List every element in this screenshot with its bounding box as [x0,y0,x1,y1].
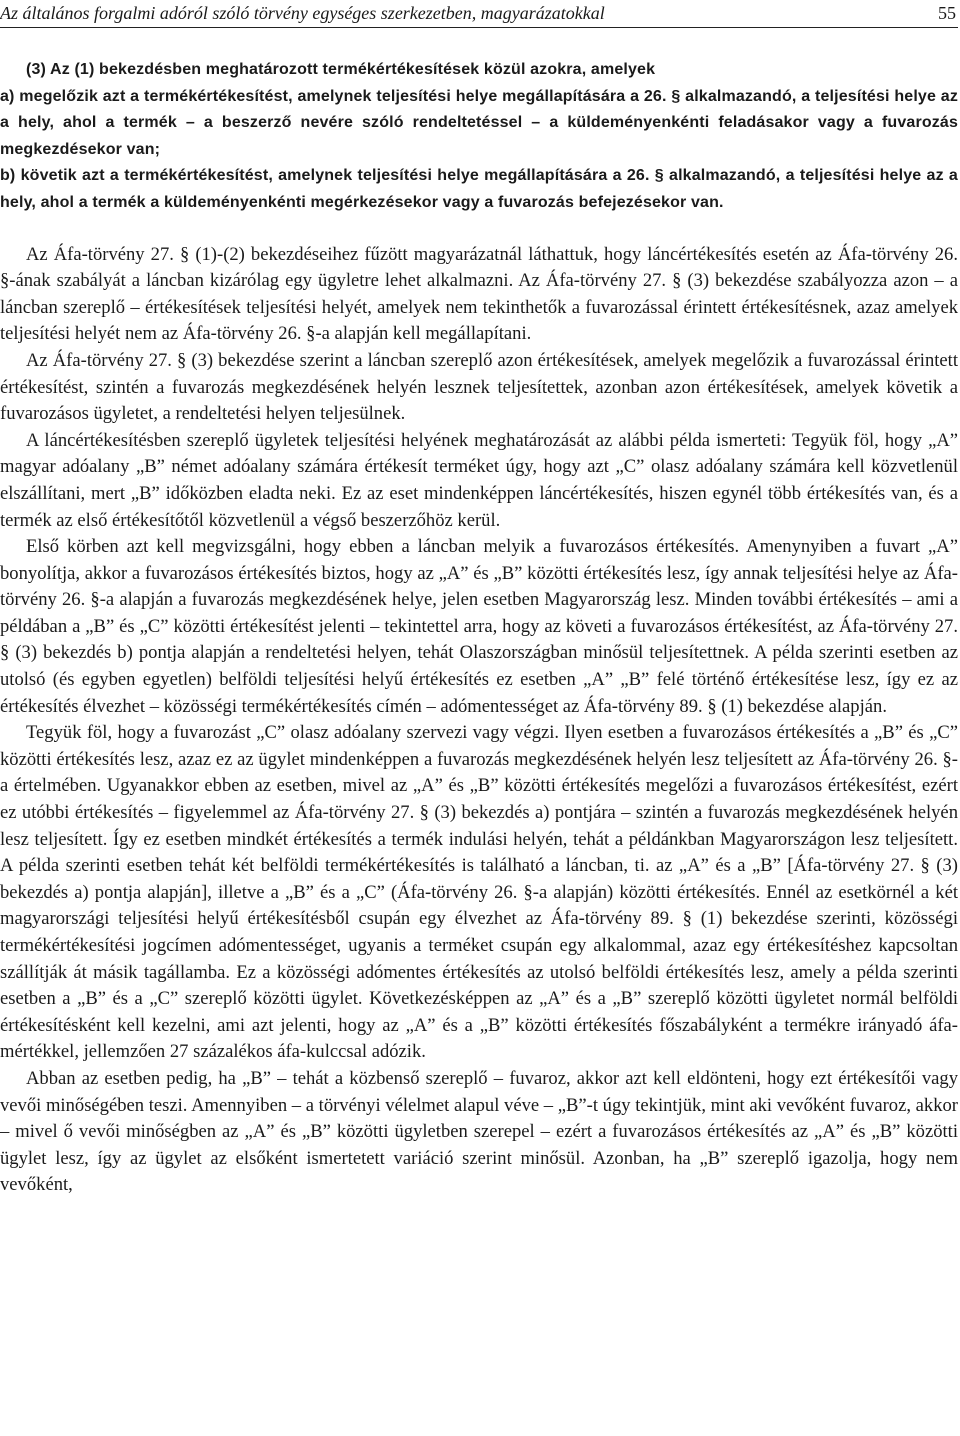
running-header [0,0,958,28]
page-number: 55 [938,3,956,23]
quote-paragraph: a) megelőzik azt a termékértékesítést, amelynek teljesítési helye megállapítására a 26. § alkalmazandó, a teljesítési helye az a hely, ahol a termék – a beszerző nevére szóló rendeltetéssel – a küldeményenkénti feladásakor vagy a fuvarozás megkezdésekor van; [0,87,958,158]
quote-paragraph: (3) Az (1) bekezdésben meghatározott termékértékesítések közül azokra, amelyek [26,61,656,78]
body-paragraph: A láncértékesítésben szereplő ügyletek teljesítési helyének meghatározását az alábbi példa ismerteti: Tegyük föl, hogy „A” magyar adóalany „B” német adóalany számára értékesít terméket úgy, hogy azt „C” olasz adóalany számára kell közvetlenül elszállítani, mert „B” időközben eladta neki. Ez az eset mindenképpen láncértékesítés, hiszen egynél több értékesítés van, és a termék az első értékesítőtől közvetlenül a végső beszerzőhöz kerül. [0,429,958,531]
quote-paragraph: b) követik azt a termékértékesítést, amelynek teljesítési helye megállapítására a 26. § alkalmazandó, a teljesítési helye az a hely, ahol a termék a küldeményenkénti megérkezésekor vagy a fuvarozás befejezésekor van. [0,167,958,211]
header-title: Az általános forgalmi adóról szóló törvény egységes szerkezetben, magyarázatokkal [0,3,605,23]
commentary-body [0,242,958,1199]
body-paragraph: Az Áfa-törvény 27. § (3) bekezdése szerint a láncban szereplő azon értékesítések, amelyek megelőzik a fuvarozással érintett értékesítést, szintén a fuvarozás megkezdésének helyén lesznek teljesítettek, azonban azon értékesítések, amelyek követik a fuvarozásos ügyletet, a rendeltetési helyen teljesülnek. [0,349,958,425]
statute-quote [0,57,958,217]
body-paragraph: Az Áfa-törvény 27. § (1)-(2) bekezdéseihez fűzött magyarázatnál láthattuk, hogy láncértékesítés esetén az Áfa-törvény 26. §-ának szabályát a láncban kizárólag egy ügyletre lehet alkalmazni. Az Áfa-törvény 27. § (3) bekezdése szabályozza azon – a láncban szereplő – értékesítések teljesítési helyét, amelyek nem tekinthetők a fuvarozással érintett értékesítésnek, azaz amelyek teljesítési helyét nem az Áfa-törvény 26. §-a alapján kell megállapítani. [0,243,958,345]
body-paragraph: Tegyük föl, hogy a fuvarozást „C” olasz adóalany szervezi vagy végzi. Ilyen esetben a fuvarozásos értékesítés a „B” és „C” közötti értékesítés lesz, azaz ez az ügylet mindenképpen a fuvarozás megkezdésének helyén lesz teljesített az Áfa-törvény 26. §-a értelmében. Ugyanakkor ebben az esetben, mivel az „A” és „B” közötti értékesítés megelőzi a fuvarozásos értékesítést, ezért ez utóbbi értékesítés – figyelemmel az Áfa-törvény 27. § (3) bekezdés a) pontjára – szintén a fuvarozás megkezdésének helyén lesz teljesített. Így ez esetben mindkét értékesítés a termék indulási helyén, tehát a példánkban Magyarországon lesz teljesített. A példa szerinti esetben tehát két belföldi termékértékesítés is található a láncban, ti. az „A” és a „B” [Áfa-törvény 27. § (3) bekezdés a) pontja alapján], illetve a „B” és a „C” (Áfa-törvény 26. §-a alapján) közötti értékesítés. Ennél az esetkörnél a két magyarországi teljesítési helyű értékesítésből csupán egy élvezhet az Áfa-törvény 89. § (1) bekezdése szerinti, közösségi termékértékesítési jogcímen adómentességet, ugyanis a terméket csupán egy alkalommal, azaz egy értékesítéshez kapcsoltan szállítják át másik tagállamba. Ez a közösségi adómentes értékesítés az utolsó belföldi értékesítés lesz, amely a példa szerinti esetben a „B” és a „C” szereplő közötti ügylet. Következésképpen az „A” és a „B” szereplő közötti ügyletet normál belföldi értékesítésként kell kezelni, ami azt jelenti, hogy az „A” és a „B” közötti értékesítés főszabályként a termékre irányadó áfa-mértékkel, jellemzően 27 százalékos áfa-kulccsal adózik. [0,722,958,1063]
body-paragraph: Abban az esetben pedig, ha „B” – tehát a közbenső szereplő – fuvaroz, akkor azt kell eldönteni, hogy ezt értékesítői vagy vevői minőségében teszi. Amennyiben – a törvényi vélelmet alapul véve – „B”-t úgy tekintjük, mint aki vevőként fuvaroz, akkor – mivel ő vevői minőségben az „A” és „B” közötti ügyletben szerepel – ezért a fuvarozásos értékesítés az „A” és „B” közötti ügylet lesz, így az ügylet az elsőként ismertetett variáció szerint minősül. Azonban, ha „B” szereplő igazolja, hogy nem vevőként, [0,1067,958,1196]
body-paragraph: Első körben azt kell megvizsgálni, hogy ebben a láncban melyik a fuvarozásos értékesítés. Amenynyiben a fuvart „A” bonyolítja, akkor a fuvarozásos értékesítés biztos, hogy az „A” és „B” közötti értékesítés lesz, így annak teljesítési helye az Áfa-törvény 26. §-a alapján a fuvarozás megkezdésének helye, jelen esetben Magyarország lesz. Minden további értékesítés – ami a példában a „B” és „C” közötti értékesítést jelenti – tekintettel arra, hogy az követi a fuvarozásos értékesítést, az Áfa-törvény 27. § (3) bekezdés b) pontja alapján a rendeltetési helyen, tehát Olaszországban minősül teljesítettnek. A példa szerinti esetben az utolsó (és egyben egyetlen) belföldi teljesítési helyű értékesítés ez esetben „A” „B” felé történő értékesítése lesz, így ez az értékesítés élvezhet – közösségi termékértékesítés címén – adómentességet az Áfa-törvény 89. § (1) bekezdése alapján. [0,536,958,717]
